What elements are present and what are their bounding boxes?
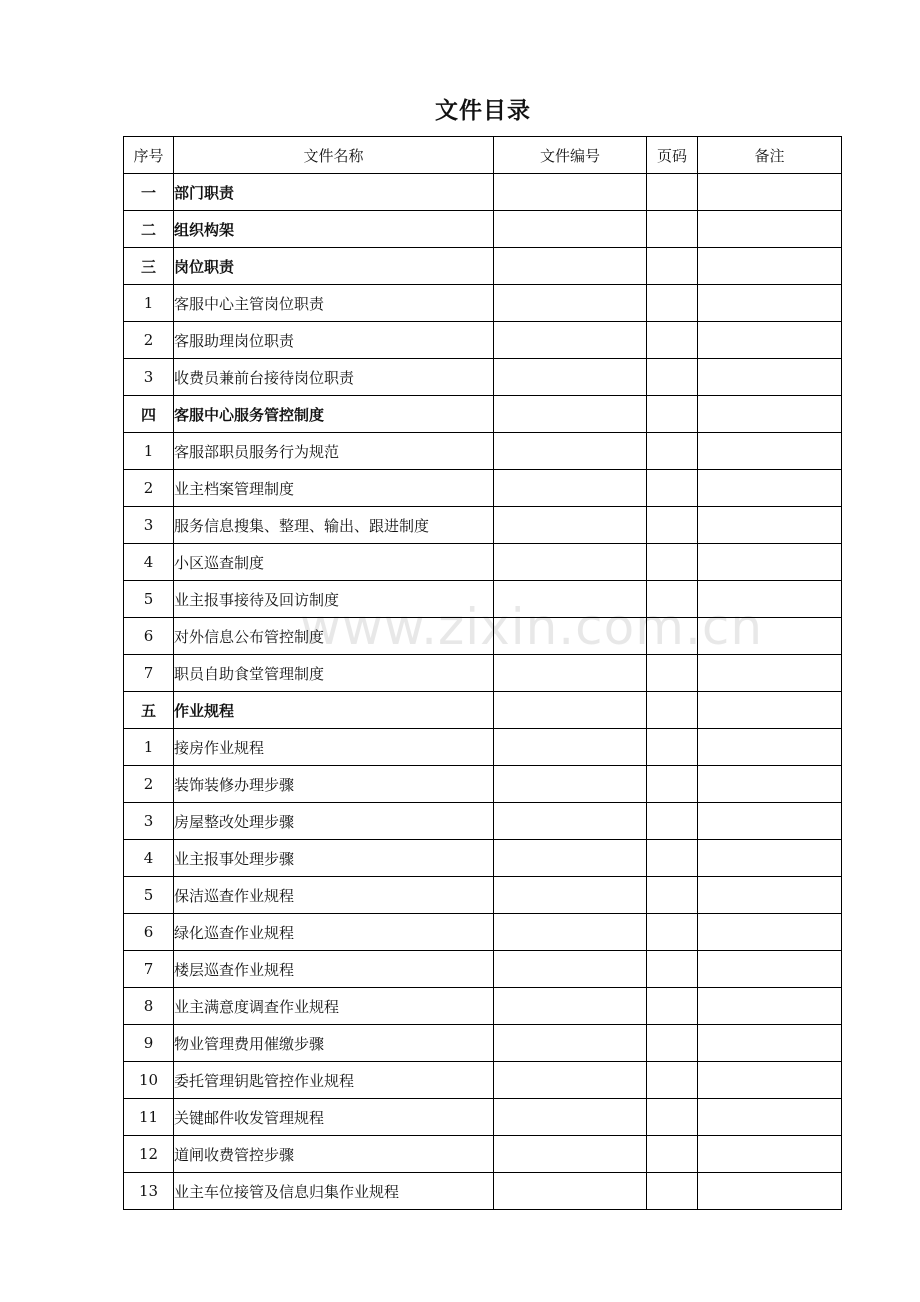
cell-note: [698, 174, 842, 211]
cell-code: [494, 840, 647, 877]
cell-name: 道闸收费管控步骤: [174, 1136, 494, 1173]
table-row: [124, 359, 842, 396]
watermark: www.zixin.com.cn: [300, 598, 764, 656]
cell-note: [698, 507, 842, 544]
cell-code: [494, 951, 647, 988]
cell-page: [647, 285, 698, 322]
cell-code: [494, 1136, 647, 1173]
toc-body: [124, 174, 842, 1210]
cell-note: [698, 322, 842, 359]
cell-note: [698, 877, 842, 914]
cell-name: 岗位职责: [174, 248, 494, 285]
cell-page: [647, 914, 698, 951]
cell-seq: 1: [124, 285, 174, 322]
cell-name: 客服部职员服务行为规范: [174, 433, 494, 470]
cell-code: [494, 322, 647, 359]
table-row: [124, 1099, 842, 1136]
cell-code: [494, 803, 647, 840]
cell-name: 业主报事处理步骤: [174, 840, 494, 877]
cell-page: [647, 1099, 698, 1136]
cell-note: [698, 359, 842, 396]
cell-code: [494, 396, 647, 433]
table-row: [124, 988, 842, 1025]
cell-seq: 7: [124, 951, 174, 988]
cell-page: [647, 729, 698, 766]
cell-code: [494, 359, 647, 396]
cell-seq: 五: [124, 692, 174, 729]
cell-note: [698, 396, 842, 433]
document-title: 文件目录: [435, 97, 531, 124]
cell-seq: 1: [124, 433, 174, 470]
cell-note: [698, 285, 842, 322]
table-row: [124, 544, 842, 581]
cell-note: [698, 988, 842, 1025]
cell-page: [647, 470, 698, 507]
cell-seq: 3: [124, 803, 174, 840]
cell-code: [494, 433, 647, 470]
cell-page: [647, 1136, 698, 1173]
cell-page: [647, 766, 698, 803]
cell-seq: 2: [124, 470, 174, 507]
cell-note: [698, 470, 842, 507]
cell-note: [698, 655, 842, 692]
header-row: [124, 137, 842, 174]
table-row: [124, 840, 842, 877]
cell-seq: 3: [124, 507, 174, 544]
table-row: [124, 692, 842, 729]
table-row: [124, 655, 842, 692]
table-row: [124, 951, 842, 988]
cell-name: 作业规程: [174, 692, 494, 729]
cell-seq: 9: [124, 1025, 174, 1062]
cell-seq: 4: [124, 544, 174, 581]
cell-page: [647, 359, 698, 396]
cell-code: [494, 766, 647, 803]
cell-code: [494, 655, 647, 692]
cell-name: 客服中心主管岗位职责: [174, 285, 494, 322]
cell-name: 楼层巡查作业规程: [174, 951, 494, 988]
cell-page: [647, 1062, 698, 1099]
cell-code: [494, 248, 647, 285]
cell-note: [698, 248, 842, 285]
cell-seq: 7: [124, 655, 174, 692]
cell-code: [494, 470, 647, 507]
cell-name: 收费员兼前台接待岗位职责: [174, 359, 494, 396]
cell-name: 绿化巡查作业规程: [174, 914, 494, 951]
cell-seq: 11: [124, 1099, 174, 1136]
cell-note: [698, 729, 842, 766]
cell-name: 组织构架: [174, 211, 494, 248]
table-row: [124, 211, 842, 248]
cell-seq: 13: [124, 1173, 174, 1210]
cell-code: [494, 211, 647, 248]
toc-table: [123, 136, 842, 1210]
cell-name: 服务信息搜集、整理、输出、跟进制度: [174, 507, 494, 544]
cell-page: [647, 840, 698, 877]
cell-page: [647, 211, 698, 248]
cell-note: [698, 766, 842, 803]
cell-code: [494, 988, 647, 1025]
cell-page: [647, 692, 698, 729]
cell-name: 保洁巡查作业规程: [174, 877, 494, 914]
cell-code: [494, 914, 647, 951]
cell-name: 关键邮件收发管理规程: [174, 1099, 494, 1136]
cell-page: [647, 248, 698, 285]
cell-seq: 10: [124, 1062, 174, 1099]
cell-note: [698, 1173, 842, 1210]
table-row: [124, 1025, 842, 1062]
cell-note: [698, 544, 842, 581]
cell-name: 接房作业规程: [174, 729, 494, 766]
cell-page: [647, 655, 698, 692]
cell-seq: 5: [124, 581, 174, 618]
cell-seq: 4: [124, 840, 174, 877]
table-row: [124, 766, 842, 803]
cell-name: 委托管理钥匙管控作业规程: [174, 1062, 494, 1099]
table-row: [124, 174, 842, 211]
cell-seq: 3: [124, 359, 174, 396]
table-row: [124, 248, 842, 285]
table-row: [124, 1173, 842, 1210]
cell-name: 客服中心服务管控制度: [174, 396, 494, 433]
cell-note: [698, 914, 842, 951]
cell-name: 部门职责: [174, 174, 494, 211]
table-row: [124, 322, 842, 359]
column-header-name: 文件名称: [174, 137, 494, 174]
cell-page: [647, 433, 698, 470]
cell-name: 小区巡查制度: [174, 544, 494, 581]
cell-note: [698, 433, 842, 470]
cell-name: 业主满意度调查作业规程: [174, 988, 494, 1025]
table-row: [124, 803, 842, 840]
cell-page: [647, 396, 698, 433]
cell-name: 职员自助食堂管理制度: [174, 655, 494, 692]
cell-code: [494, 1025, 647, 1062]
cell-seq: 6: [124, 914, 174, 951]
cell-code: [494, 285, 647, 322]
cell-seq: 6: [124, 618, 174, 655]
cell-page: [647, 544, 698, 581]
cell-note: [698, 211, 842, 248]
cell-page: [647, 507, 698, 544]
cell-code: [494, 692, 647, 729]
cell-note: [698, 692, 842, 729]
table-row: [124, 729, 842, 766]
table-row: [124, 433, 842, 470]
column-header-page: 页码: [647, 137, 698, 174]
column-header-note: 备注: [698, 137, 842, 174]
cell-seq: 5: [124, 877, 174, 914]
cell-name: 物业管理费用催缴步骤: [174, 1025, 494, 1062]
cell-page: [647, 1173, 698, 1210]
cell-page: [647, 803, 698, 840]
cell-page: [647, 174, 698, 211]
cell-note: [698, 1099, 842, 1136]
cell-seq: 12: [124, 1136, 174, 1173]
cell-code: [494, 507, 647, 544]
cell-page: [647, 951, 698, 988]
cell-code: [494, 877, 647, 914]
cell-name: 业主报事接待及回访制度: [174, 581, 494, 618]
cell-name: 业主车位接管及信息归集作业规程: [174, 1173, 494, 1210]
table-row: [124, 507, 842, 544]
cell-page: [647, 877, 698, 914]
table-row: [124, 285, 842, 322]
cell-code: [494, 1099, 647, 1136]
cell-note: [698, 1025, 842, 1062]
cell-seq: 二: [124, 211, 174, 248]
cell-page: [647, 322, 698, 359]
cell-code: [494, 174, 647, 211]
cell-seq: 四: [124, 396, 174, 433]
cell-seq: 一: [124, 174, 174, 211]
table-row: [124, 1136, 842, 1173]
cell-note: [698, 951, 842, 988]
column-header-code: 文件编号: [494, 137, 647, 174]
cell-name: 装饰装修办理步骤: [174, 766, 494, 803]
cell-seq: 8: [124, 988, 174, 1025]
cell-note: [698, 840, 842, 877]
cell-page: [647, 988, 698, 1025]
column-header-seq: 序号: [124, 137, 174, 174]
cell-seq: 1: [124, 729, 174, 766]
table-row: [124, 1062, 842, 1099]
cell-page: [647, 1025, 698, 1062]
cell-seq: 三: [124, 248, 174, 285]
table-row: [124, 470, 842, 507]
cell-note: [698, 803, 842, 840]
cell-name: 业主档案管理制度: [174, 470, 494, 507]
table-row: [124, 877, 842, 914]
cell-note: [698, 1136, 842, 1173]
cell-name: 客服助理岗位职责: [174, 322, 494, 359]
table-row: [124, 396, 842, 433]
cell-name: 房屋整改处理步骤: [174, 803, 494, 840]
cell-note: [698, 1062, 842, 1099]
cell-code: [494, 544, 647, 581]
cell-code: [494, 1173, 647, 1210]
cell-name: 对外信息公布管控制度: [174, 618, 494, 655]
cell-code: [494, 729, 647, 766]
cell-seq: 2: [124, 766, 174, 803]
table-row: [124, 914, 842, 951]
cell-code: [494, 1062, 647, 1099]
cell-seq: 2: [124, 322, 174, 359]
